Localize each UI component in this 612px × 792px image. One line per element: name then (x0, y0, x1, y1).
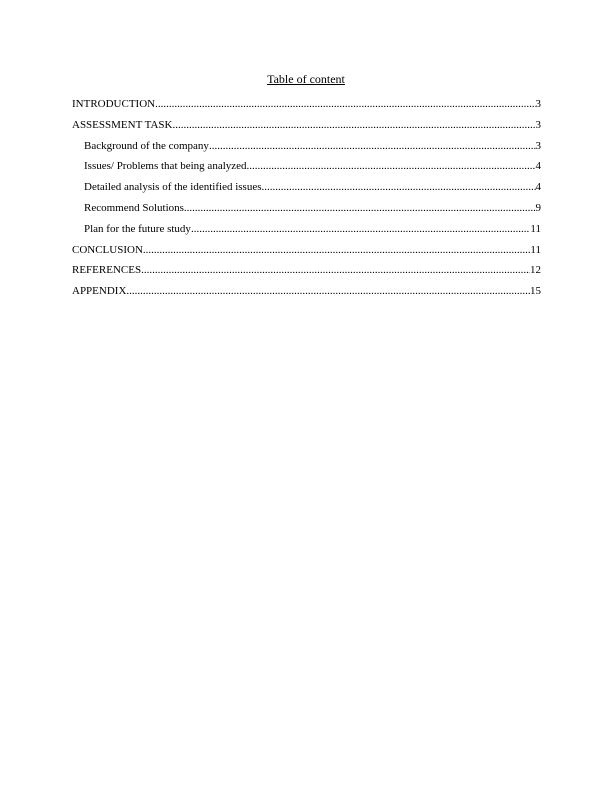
toc-list (72, 97, 541, 305)
toc-entry-label: Detailed analysis of the identified issues (84, 181, 262, 194)
toc-entry-label: ASSESSMENT TASK (72, 118, 173, 131)
toc-entry-plan-future-study[interactable] (72, 222, 541, 243)
toc-entry-page-number: 3 (535, 139, 541, 152)
toc-entry-conclusion[interactable] (72, 243, 541, 264)
toc-dot-leader (141, 263, 530, 277)
toc-dot-leader (126, 284, 530, 298)
toc-dot-leader (261, 180, 535, 194)
toc-entry-page-number: 3 (535, 98, 541, 110)
toc-title: Table of content (267, 72, 345, 86)
toc-dot-leader (209, 139, 536, 153)
toc-entry-page-number: 9 (535, 201, 541, 214)
toc-entry-label: APPENDIX (72, 285, 127, 298)
toc-dot-leader (143, 243, 531, 257)
toc-entry-label: INTRODUCTION (72, 98, 156, 110)
toc-entry-page-number: 3 (535, 118, 541, 131)
toc-entry-recommend-solutions[interactable] (72, 201, 541, 222)
toc-dot-leader (173, 118, 536, 132)
toc-entry-detailed-analysis[interactable] (72, 180, 541, 201)
toc-dot-leader (155, 97, 535, 111)
toc-dot-leader (247, 159, 536, 173)
toc-entry-label: Recommend Solutions (84, 201, 184, 214)
toc-entry-page-number: 15 (530, 285, 541, 298)
toc-entry-assessment-task[interactable] (72, 118, 541, 139)
toc-entry-label: CONCLUSION (72, 243, 143, 256)
toc-dot-leader (191, 222, 530, 236)
toc-entry-background[interactable] (72, 139, 541, 160)
toc-entry-label: REFERENCES (72, 264, 142, 277)
toc-entry-label: Plan for the future study (84, 222, 191, 235)
toc-entry-introduction[interactable] (72, 97, 541, 118)
toc-entry-page-number: 12 (530, 264, 541, 277)
toc-entry-label: Background of the company (84, 139, 209, 152)
toc-entry-references[interactable] (72, 263, 541, 284)
toc-entry-page-number: 4 (535, 181, 541, 194)
toc-entry-label: Issues/ Problems that being analyzed (84, 160, 247, 173)
toc-entry-page-number: 4 (535, 160, 541, 173)
toc-dot-leader (184, 201, 536, 215)
toc-entry-issues[interactable] (72, 159, 541, 180)
toc-entry-appendix[interactable] (72, 284, 541, 305)
toc-entry-page-number: 11 (530, 222, 541, 235)
toc-entry-page-number: 11 (530, 243, 541, 256)
